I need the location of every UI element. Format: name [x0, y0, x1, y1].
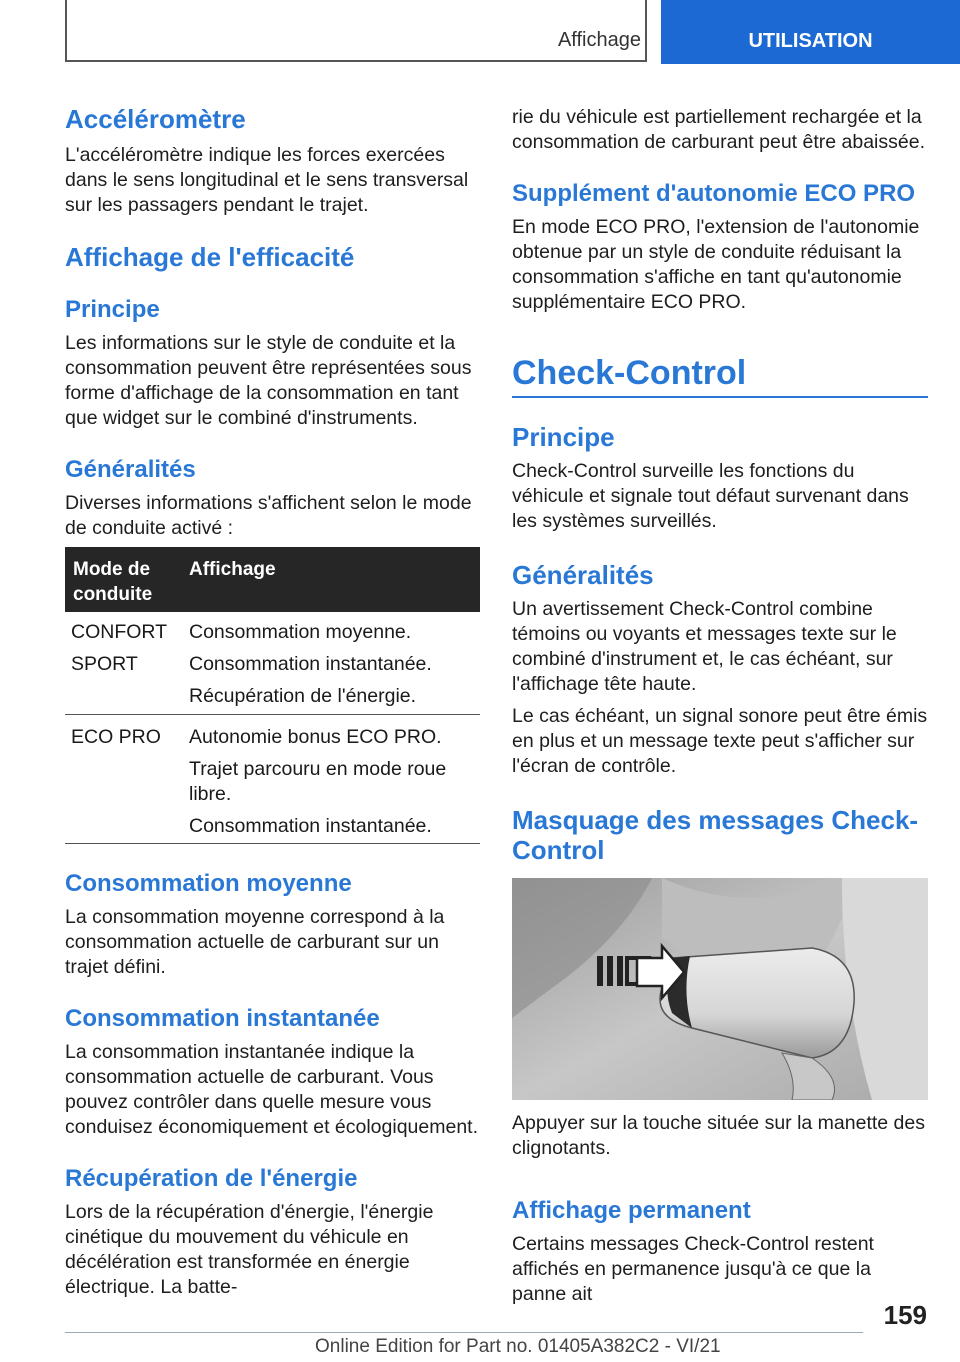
efficiency-heading: Affichage de l'efficacité: [65, 242, 355, 272]
generalities-text-right-1: Un avertissement Check-Control combine témoins ou voyants et messages texte sur le combiné d'instrument et, le cas échéant, sur l'affichage tête haute.: [512, 598, 897, 695]
header-frame: [65, 0, 647, 62]
illustration-caption: Appuyer sur la touche située sur la manette des clignotants.: [512, 1112, 925, 1159]
table-cell-display: [189, 725, 474, 839]
instant-consumption-text: La consommation instantanée indique la consommation actuelle de carburant. Vous pouvez contrôler dans quelle mesure vous conduisez économiquement et écologiquement.: [65, 1041, 479, 1138]
display-value: Consommation instantanée.: [189, 653, 432, 675]
generalities-text-right-2: Le cas échéant, un signal sonore peut être émis en plus et un message texte peut s'afficher sur l'écran de contrôle.: [512, 705, 928, 777]
accelerometer-text: L'accéléromètre indique les forces exercées dans le sens longitudinal et le sens transversal sur les passagers pendant le trajet.: [65, 144, 469, 216]
mode-sport: SPORT: [71, 653, 138, 675]
display-value: Trajet parcouru en mode roue libre.: [189, 758, 447, 805]
stalk-drawing: [512, 878, 928, 1100]
avg-consumption-heading: Consommation moyenne: [65, 870, 352, 897]
permanent-display-heading: Affichage permanent: [512, 1197, 751, 1224]
accelerometer-heading: Accéléromètre: [65, 104, 246, 134]
header-section-title: Affichage: [557, 29, 641, 51]
display-value: Autonomie bonus ECO PRO.: [189, 726, 442, 748]
recuperation-heading: Récupération de l'énergie: [65, 1165, 358, 1192]
principle-text-left: Les informations sur le style de conduite et la consommation peuvent être représentées sous forme d'affichage de la consommation en tant que widget sur le combiné d'instruments.: [65, 332, 472, 429]
principle-text-right: Check-Control surveille les fonctions du véhicule et signale tout défaut survenant dans les systèmes surveillés.: [512, 460, 909, 532]
table-header-mode: Mode de conduite: [73, 559, 153, 605]
principle-heading-left: Principe: [65, 296, 160, 323]
table-header: [65, 547, 480, 612]
footer-rule: [65, 1332, 863, 1333]
display-value: Récupération de l'énergie.: [189, 685, 417, 707]
heading-rule: [512, 396, 928, 398]
mode-confort: CONFORT: [71, 621, 168, 643]
page-number: 159: [883, 1300, 927, 1330]
recuperation-text: Lors de la récupération d'énergie, l'énergie cinétique du mouvement du véhicule en décélération est transformée en énergie électrique. La batte-: [65, 1201, 434, 1298]
check-control-heading: Check-Control: [512, 354, 747, 392]
eco-pro-heading: Supplément d'autonomie ECO PRO: [512, 180, 916, 207]
table-row: [65, 612, 480, 715]
recuperation-text-continued: rie du véhicule est partiellement rechargée et la consommation de carburant peut être abaissée.: [512, 106, 925, 153]
hide-messages-heading: Masquage des messages Check-Control: [512, 805, 919, 865]
instant-consumption-heading: Consommation instantanée: [65, 1005, 380, 1032]
turn-signal-stalk-illustration: [512, 878, 928, 1100]
avg-consumption-text: La consommation moyenne correspond à la consommation actuelle de carburant sur un trajet défini.: [65, 906, 445, 978]
generalities-text-left: Diverses informations s'affichent selon le mode de conduite activé :: [65, 492, 472, 539]
table-header-display: Affichage: [189, 559, 276, 580]
display-value: Consommation instantanée.: [189, 815, 432, 837]
principle-heading-right: Principe: [512, 422, 615, 452]
table-cell-mode: [71, 620, 167, 677]
table-cell-display: [189, 620, 474, 709]
header-chapter-tab[interactable]: UTILISATION: [661, 0, 960, 64]
generalities-heading-left: Généralités: [65, 456, 196, 483]
table-row: [65, 715, 480, 844]
generalities-heading-right: Généralités: [512, 560, 654, 590]
permanent-display-text: Certains messages Check-Control restent affichés en permanence jusqu'à ce que la panne ait: [512, 1233, 874, 1305]
mode-eco-pro: ECO PRO: [71, 726, 161, 748]
display-value: Consommation moyenne.: [189, 621, 412, 643]
drive-mode-table: [65, 547, 480, 844]
eco-pro-text: En mode ECO PRO, l'extension de l'autonomie obtenue par un style de conduite réduisant la consommation s'affiche en tant qu'autonomie supplémentaire ECO PRO.: [512, 216, 920, 313]
edition-footer: Online Edition for Part no. 01405A382C2 - VI/21: [315, 1336, 721, 1357]
